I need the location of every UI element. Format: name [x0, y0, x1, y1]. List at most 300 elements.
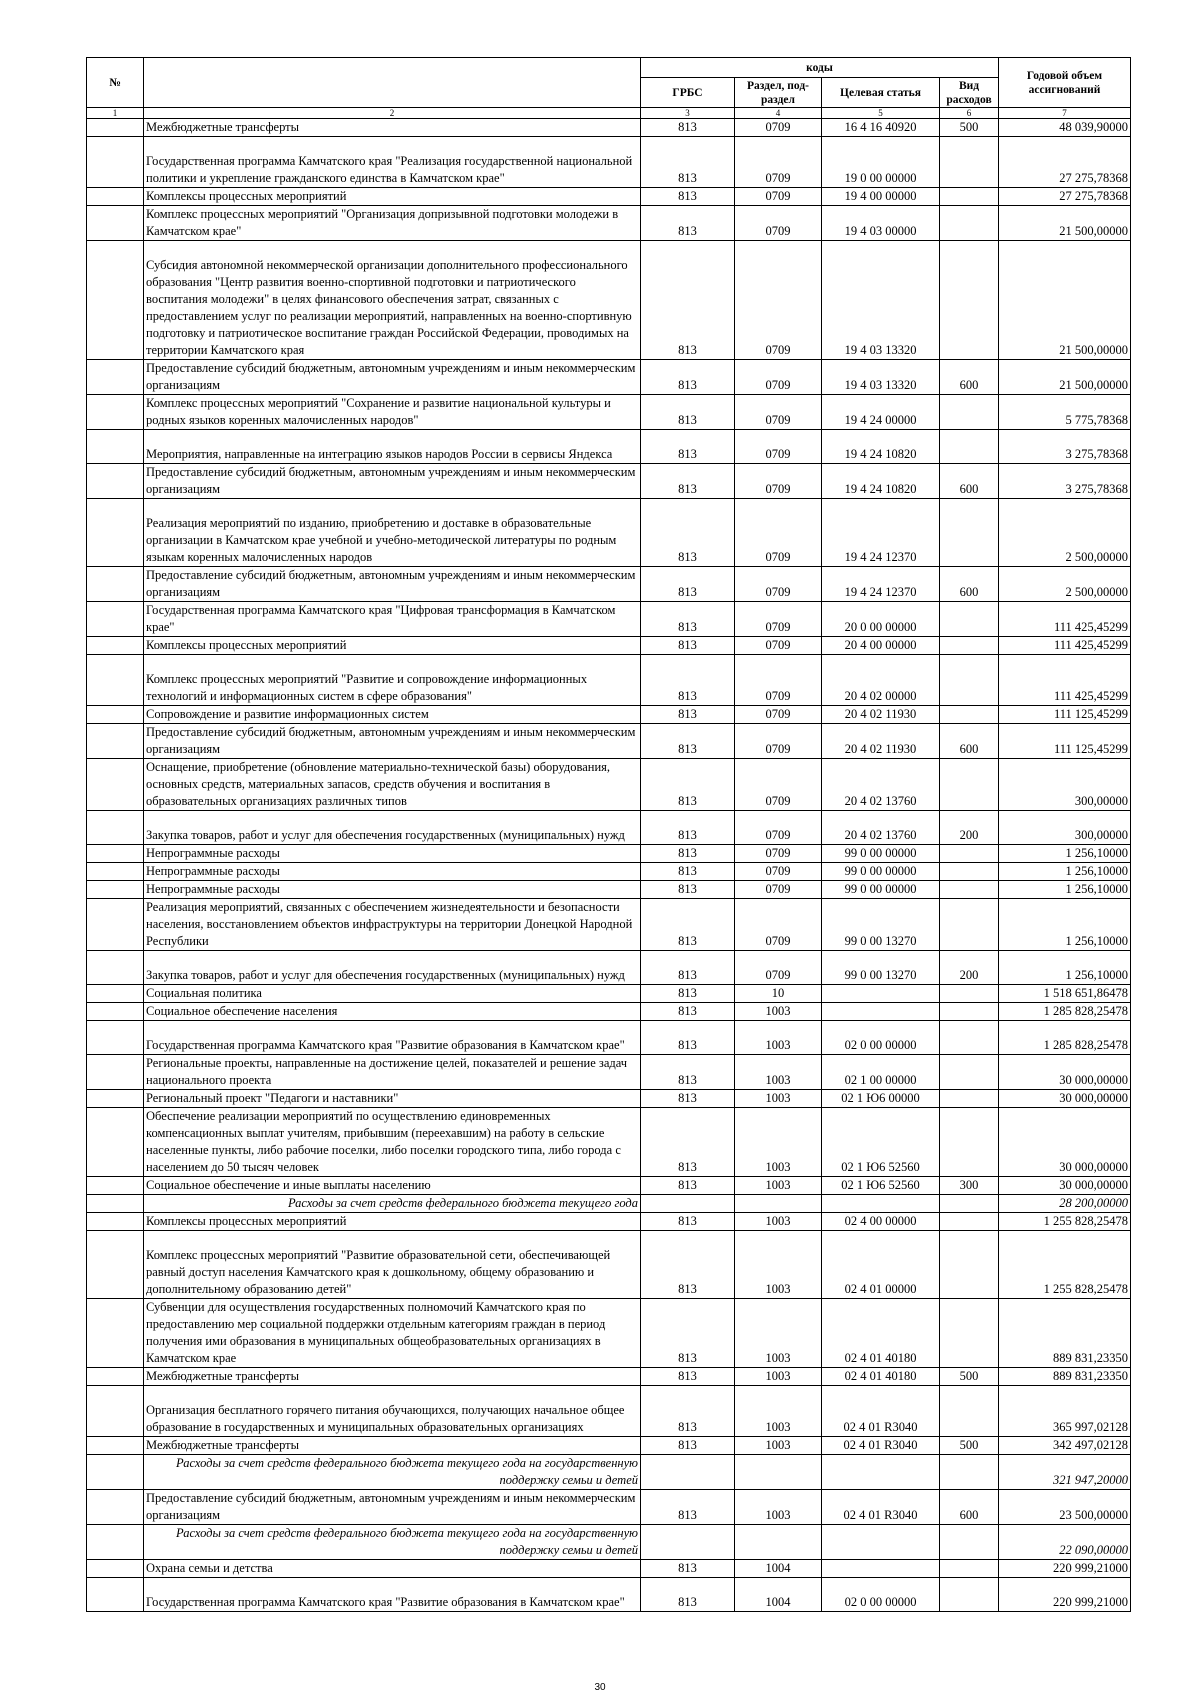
row-kind-cell [940, 1578, 999, 1612]
row-target-cell: 19 4 03 13320 [822, 241, 940, 360]
row-number-cell [87, 845, 144, 863]
row-amount-cell: 220 999,21000 [999, 1578, 1131, 1612]
row-number-cell [87, 1195, 144, 1213]
table-body [87, 119, 1131, 1612]
row-number-cell [87, 1021, 144, 1055]
row-amount-cell: 28 200,00000 [999, 1195, 1131, 1213]
row-kind-cell [940, 1386, 999, 1437]
table-row [87, 724, 1131, 759]
row-amount-cell: 111 125,45299 [999, 706, 1131, 724]
row-name-cell: Закупка товаров, работ и услуг для обеспечения государственных (муниципальных) нужд [144, 951, 641, 985]
row-grbs-cell: 813 [641, 863, 735, 881]
row-number-cell [87, 360, 144, 395]
row-kind-cell [940, 985, 999, 1003]
table-row [87, 845, 1131, 863]
row-kind-cell [940, 863, 999, 881]
row-kind-cell: 600 [940, 360, 999, 395]
table-row [87, 1299, 1131, 1368]
row-grbs-cell [641, 1455, 735, 1490]
row-grbs-cell: 813 [641, 1386, 735, 1437]
col-number: 5 [822, 108, 940, 119]
row-kind-cell [940, 137, 999, 188]
row-number-cell [87, 706, 144, 724]
row-name-cell: Мероприятия, направленные на интеграцию языков народов России в сервисы Яндекса [144, 430, 641, 464]
row-grbs-cell: 813 [641, 395, 735, 430]
row-name-cell: Комплексы процессных мероприятий [144, 637, 641, 655]
row-name-cell: Государственная программа Камчатского края "Реализация государственной национальной политики и укрепление гражданского единства в Камчатском крае" [144, 137, 641, 188]
row-amount-cell: 1 256,10000 [999, 845, 1131, 863]
row-number-cell [87, 119, 144, 137]
row-name-cell: Региональные проекты, направленные на достижение целей, показателей и решение задач национального проекта [144, 1055, 641, 1090]
row-number-cell [87, 567, 144, 602]
row-target-cell: 19 4 00 00000 [822, 188, 940, 206]
row-kind-cell [940, 206, 999, 241]
row-number-cell [87, 1368, 144, 1386]
row-section-cell: 1004 [735, 1560, 822, 1578]
row-amount-cell: 1 285 828,25478 [999, 1003, 1131, 1021]
row-number-cell [87, 1525, 144, 1560]
row-target-cell: 20 4 00 00000 [822, 637, 940, 655]
row-name-cell: Региональный проект "Педагоги и наставники" [144, 1090, 641, 1108]
row-target-cell: 20 4 02 13760 [822, 811, 940, 845]
row-name-cell: Государственная программа Камчатского края "Цифровая трансформация в Камчатском крае" [144, 602, 641, 637]
row-kind-cell [940, 899, 999, 951]
row-number-cell [87, 1578, 144, 1612]
row-number-cell [87, 1090, 144, 1108]
row-target-cell: 19 4 24 12370 [822, 499, 940, 567]
table-row [87, 1525, 1131, 1560]
row-target-cell [822, 1525, 940, 1560]
row-amount-cell: 365 997,02128 [999, 1386, 1131, 1437]
row-number-cell [87, 899, 144, 951]
table-row [87, 137, 1131, 188]
row-name-cell: Комплекс процессных мероприятий "Сохранение и развитие национальной культуры и родных языков коренных малочисленных народов" [144, 395, 641, 430]
row-target-cell: 19 4 03 13320 [822, 360, 940, 395]
row-amount-cell: 30 000,00000 [999, 1177, 1131, 1195]
row-name-cell: Обеспечение реализации мероприятий по осуществлению единовременных компенсационных выплат учителям, прибывшим (переехавшим) на работу в сельские населенные пункты, либо рабочие поселки, либо поселки городского типа, либо города с населением до 50 тысяч человек [144, 1108, 641, 1177]
row-grbs-cell: 813 [641, 499, 735, 567]
table-row [87, 863, 1131, 881]
row-grbs-cell: 813 [641, 1560, 735, 1578]
row-amount-cell: 1 255 828,25478 [999, 1231, 1131, 1299]
row-section-cell: 0709 [735, 863, 822, 881]
row-amount-cell: 321 947,20000 [999, 1455, 1131, 1490]
col-number: 1 [87, 108, 144, 119]
row-grbs-cell: 813 [641, 1108, 735, 1177]
row-section-cell [735, 1525, 822, 1560]
row-section-cell: 0709 [735, 206, 822, 241]
row-grbs-cell: 813 [641, 1177, 735, 1195]
row-amount-cell: 2 500,00000 [999, 499, 1131, 567]
budget-table [86, 57, 1131, 1612]
row-grbs-cell: 813 [641, 811, 735, 845]
page-number: 30 [594, 1682, 606, 1693]
row-target-cell: 02 1 Ю6 52560 [822, 1177, 940, 1195]
table-row [87, 1437, 1131, 1455]
row-amount-cell: 30 000,00000 [999, 1108, 1131, 1177]
row-section-cell: 0709 [735, 637, 822, 655]
row-section-cell: 0709 [735, 602, 822, 637]
row-section-cell: 1003 [735, 1231, 822, 1299]
row-name-cell: Комплексы процессных мероприятий [144, 188, 641, 206]
table-row [87, 464, 1131, 499]
row-name-cell: Комплекс процессных мероприятий "Организация допризывной подготовки молодежи в Камчатском крае" [144, 206, 641, 241]
row-target-cell: 99 0 00 00000 [822, 845, 940, 863]
row-grbs-cell: 813 [641, 206, 735, 241]
row-amount-cell: 3 275,78368 [999, 430, 1131, 464]
row-name-cell: Субсидия автономной некоммерческой организации дополнительного профессионального образования "Центр развития военно-спортивной подготовки и патриотического воспитания молодежи" в целях финансового обеспечения затрат, связанных с предоставлением услуг по реализации мероприятий, направленных на военно-спортивную подготовку и патриотическое воспитание граждан Российской Федерации, проводимых на территории Камчатского края [144, 241, 641, 360]
table-row [87, 1368, 1131, 1386]
row-target-cell: 02 1 Ю6 00000 [822, 1090, 940, 1108]
row-kind-cell [940, 1231, 999, 1299]
row-section-cell: 0709 [735, 706, 822, 724]
row-target-cell [822, 985, 940, 1003]
row-kind-cell [940, 1560, 999, 1578]
row-target-cell: 02 1 Ю6 52560 [822, 1108, 940, 1177]
row-target-cell: 19 4 24 10820 [822, 464, 940, 499]
table-row [87, 1386, 1131, 1437]
row-target-cell: 20 4 02 13760 [822, 759, 940, 811]
row-name-cell: Реализация мероприятий, связанных с обеспечением жизнедеятельности и безопасности населения, восстановлением объектов инфраструктуры на территории Донецкой Народной Республики [144, 899, 641, 951]
row-kind-cell [940, 1525, 999, 1560]
row-name-cell: Субвенции для осуществления государственных полномочий Камчатского края по предоставлению мер социальной поддержки отдельным категориям граждан в период получения ими образования в муниципальных общеобразовательных организациях в Камчатском крае [144, 1299, 641, 1368]
row-section-cell: 1003 [735, 1055, 822, 1090]
row-grbs-cell [641, 1525, 735, 1560]
row-number-cell [87, 985, 144, 1003]
row-grbs-cell: 813 [641, 430, 735, 464]
row-grbs-cell: 813 [641, 655, 735, 706]
row-section-cell: 1003 [735, 1108, 822, 1177]
row-amount-cell: 889 831,23350 [999, 1368, 1131, 1386]
row-kind-cell: 200 [940, 951, 999, 985]
row-number-cell [87, 499, 144, 567]
header-target: Целевая статья [822, 78, 940, 108]
row-amount-cell: 2 500,00000 [999, 567, 1131, 602]
table-row [87, 1213, 1131, 1231]
table-row [87, 395, 1131, 430]
row-section-cell: 0709 [735, 430, 822, 464]
row-name-cell: Непрограммные расходы [144, 881, 641, 899]
row-grbs-cell: 813 [641, 881, 735, 899]
row-name-cell: Предоставление субсидий бюджетным, автономным учреждениям и иным некоммерческим организациям [144, 1490, 641, 1525]
row-grbs-cell: 813 [641, 137, 735, 188]
row-target-cell: 99 0 00 13270 [822, 899, 940, 951]
table-row [87, 899, 1131, 951]
row-target-cell: 99 0 00 00000 [822, 881, 940, 899]
row-amount-cell: 111 425,45299 [999, 655, 1131, 706]
table-row [87, 985, 1131, 1003]
row-grbs-cell: 813 [641, 1055, 735, 1090]
row-amount-cell: 27 275,78368 [999, 137, 1131, 188]
table-row [87, 188, 1131, 206]
row-number-cell [87, 1003, 144, 1021]
row-grbs-cell: 813 [641, 360, 735, 395]
row-grbs-cell: 813 [641, 1490, 735, 1525]
row-number-cell [87, 881, 144, 899]
row-target-cell: 99 0 00 13270 [822, 951, 940, 985]
row-number-cell [87, 1213, 144, 1231]
row-kind-cell [940, 759, 999, 811]
row-target-cell: 99 0 00 00000 [822, 863, 940, 881]
row-name-cell: Расходы за счет средств федерального бюджета текущего года на государственную поддержку семьи и детей [144, 1455, 641, 1490]
row-amount-cell: 1 285 828,25478 [999, 1021, 1131, 1055]
row-number-cell [87, 1177, 144, 1195]
row-number-cell [87, 430, 144, 464]
row-kind-cell: 200 [940, 811, 999, 845]
row-amount-cell: 1 256,10000 [999, 951, 1131, 985]
table-row [87, 1455, 1131, 1490]
row-name-cell: Предоставление субсидий бюджетным, автономным учреждениям и иным некоммерческим организациям [144, 567, 641, 602]
row-kind-cell: 600 [940, 567, 999, 602]
row-grbs-cell: 813 [641, 985, 735, 1003]
row-amount-cell: 1 518 651,86478 [999, 985, 1131, 1003]
row-amount-cell: 22 090,00000 [999, 1525, 1131, 1560]
row-number-cell [87, 724, 144, 759]
row-target-cell: 19 4 03 00000 [822, 206, 940, 241]
table-row [87, 1055, 1131, 1090]
table-row [87, 360, 1131, 395]
row-section-cell: 0709 [735, 567, 822, 602]
row-number-cell [87, 602, 144, 637]
row-amount-cell: 3 275,78368 [999, 464, 1131, 499]
table-row [87, 811, 1131, 845]
row-kind-cell [940, 1455, 999, 1490]
row-section-cell: 0709 [735, 499, 822, 567]
table-row [87, 1578, 1131, 1612]
row-amount-cell: 111 425,45299 [999, 602, 1131, 637]
row-kind-cell: 600 [940, 1490, 999, 1525]
row-number-cell [87, 637, 144, 655]
row-section-cell: 1003 [735, 1368, 822, 1386]
row-name-cell: Предоставление субсидий бюджетным, автономным учреждениям и иным некоммерческим организациям [144, 464, 641, 499]
header-section: Раздел, под-раздел [735, 78, 822, 108]
row-grbs-cell: 813 [641, 1213, 735, 1231]
row-section-cell: 0709 [735, 845, 822, 863]
row-amount-cell: 111 125,45299 [999, 724, 1131, 759]
row-grbs-cell: 813 [641, 1437, 735, 1455]
row-grbs-cell: 813 [641, 706, 735, 724]
row-name-cell: Межбюджетные трансферты [144, 119, 641, 137]
row-amount-cell: 300,00000 [999, 759, 1131, 811]
row-target-cell: 02 4 01 R3040 [822, 1386, 940, 1437]
header-name [144, 58, 641, 108]
row-section-cell: 0709 [735, 241, 822, 360]
table-row [87, 655, 1131, 706]
row-kind-cell [940, 1213, 999, 1231]
table-row [87, 1560, 1131, 1578]
row-name-cell: Непрограммные расходы [144, 845, 641, 863]
row-kind-cell [940, 1195, 999, 1213]
row-section-cell: 0709 [735, 881, 822, 899]
row-name-cell: Предоставление субсидий бюджетным, автономным учреждениям и иным некоммерческим организациям [144, 724, 641, 759]
row-number-cell [87, 1490, 144, 1525]
row-amount-cell: 111 425,45299 [999, 637, 1131, 655]
row-grbs-cell [641, 1195, 735, 1213]
row-number-cell [87, 241, 144, 360]
row-number-cell [87, 1231, 144, 1299]
row-kind-cell: 500 [940, 1437, 999, 1455]
table-row [87, 430, 1131, 464]
row-name-cell: Межбюджетные трансферты [144, 1437, 641, 1455]
row-name-cell: Комплексы процессных мероприятий [144, 1213, 641, 1231]
row-amount-cell: 1 256,10000 [999, 899, 1131, 951]
row-kind-cell [940, 637, 999, 655]
row-grbs-cell: 813 [641, 1299, 735, 1368]
table-row [87, 567, 1131, 602]
row-kind-cell: 300 [940, 1177, 999, 1195]
row-amount-cell: 220 999,21000 [999, 1560, 1131, 1578]
row-target-cell: 02 0 00 00000 [822, 1578, 940, 1612]
table-row [87, 206, 1131, 241]
row-amount-cell: 342 497,02128 [999, 1437, 1131, 1455]
row-kind-cell: 500 [940, 119, 999, 137]
row-target-cell: 19 4 24 10820 [822, 430, 940, 464]
table-row [87, 1003, 1131, 1021]
row-target-cell: 20 4 02 11930 [822, 706, 940, 724]
row-target-cell: 02 4 01 R3040 [822, 1490, 940, 1525]
table-row [87, 1090, 1131, 1108]
table-row [87, 241, 1131, 360]
row-number-cell [87, 1386, 144, 1437]
row-target-cell: 02 0 00 00000 [822, 1021, 940, 1055]
row-target-cell: 19 4 24 12370 [822, 567, 940, 602]
row-kind-cell [940, 845, 999, 863]
row-grbs-cell: 813 [641, 1578, 735, 1612]
row-name-cell: Непрограммные расходы [144, 863, 641, 881]
table-row [87, 602, 1131, 637]
row-amount-cell: 30 000,00000 [999, 1055, 1131, 1090]
row-section-cell: 0709 [735, 759, 822, 811]
row-name-cell: Расходы за счет средств федерального бюджета текущего года [144, 1195, 641, 1213]
row-grbs-cell: 813 [641, 1231, 735, 1299]
row-kind-cell [940, 395, 999, 430]
row-number-cell [87, 395, 144, 430]
row-target-cell [822, 1455, 940, 1490]
row-section-cell: 1003 [735, 1437, 822, 1455]
row-amount-cell: 1 256,10000 [999, 863, 1131, 881]
row-amount-cell: 1 256,10000 [999, 881, 1131, 899]
row-section-cell: 0709 [735, 464, 822, 499]
row-name-cell: Социальное обеспечение и иные выплаты населению [144, 1177, 641, 1195]
row-section-cell: 0709 [735, 811, 822, 845]
row-name-cell: Социальное обеспечение населения [144, 1003, 641, 1021]
row-kind-cell [940, 1003, 999, 1021]
row-kind-cell: 600 [940, 464, 999, 499]
row-section-cell [735, 1455, 822, 1490]
row-number-cell [87, 464, 144, 499]
row-kind-cell [940, 1055, 999, 1090]
row-section-cell: 1003 [735, 1213, 822, 1231]
header-grbs: ГРБС [641, 78, 735, 108]
row-target-cell [822, 1003, 940, 1021]
row-kind-cell [940, 1108, 999, 1177]
row-target-cell: 02 4 01 40180 [822, 1368, 940, 1386]
row-grbs-cell: 813 [641, 602, 735, 637]
row-kind-cell [940, 1090, 999, 1108]
col-number: 7 [999, 108, 1131, 119]
row-name-cell: Предоставление субсидий бюджетным, автономным учреждениям и иным некоммерческим организациям [144, 360, 641, 395]
row-section-cell [735, 1195, 822, 1213]
col-number: 4 [735, 108, 822, 119]
row-grbs-cell: 813 [641, 759, 735, 811]
row-grbs-cell: 813 [641, 1021, 735, 1055]
row-target-cell: 20 0 00 00000 [822, 602, 940, 637]
table-row [87, 1177, 1131, 1195]
row-section-cell: 1003 [735, 1177, 822, 1195]
row-target-cell [822, 1560, 940, 1578]
row-section-cell: 1003 [735, 1386, 822, 1437]
row-name-cell: Охрана семьи и детства [144, 1560, 641, 1578]
header-amount: Годовой объем ассигнований [999, 58, 1131, 108]
row-name-cell: Государственная программа Камчатского края "Развитие образования в Камчатском крае" [144, 1021, 641, 1055]
row-section-cell: 0709 [735, 119, 822, 137]
row-number-cell [87, 1299, 144, 1368]
row-name-cell: Комплекс процессных мероприятий "Развитие образовательной сети, обеспечивающей равный доступ населения Камчатского края к дошкольному, общему образованию и дополнительному образованию детей" [144, 1231, 641, 1299]
row-kind-cell [940, 188, 999, 206]
row-target-cell: 19 0 00 00000 [822, 137, 940, 188]
table-row [87, 881, 1131, 899]
row-section-cell: 1004 [735, 1578, 822, 1612]
row-grbs-cell: 813 [641, 567, 735, 602]
row-number-cell [87, 206, 144, 241]
row-target-cell: 02 4 00 00000 [822, 1213, 940, 1231]
header-num: № [87, 58, 144, 108]
row-section-cell: 0709 [735, 951, 822, 985]
row-number-cell [87, 863, 144, 881]
row-name-cell: Сопровождение и развитие информационных систем [144, 706, 641, 724]
table-row [87, 1490, 1131, 1525]
row-amount-cell: 5 775,78368 [999, 395, 1131, 430]
row-number-cell [87, 1055, 144, 1090]
row-number-cell [87, 188, 144, 206]
row-amount-cell: 48 039,90000 [999, 119, 1131, 137]
row-name-cell: Оснащение, приобретение (обновление материально-технической базы) оборудования, основных средств, материальных запасов, средств обучения и воспитания в образовательных организациях различных типов [144, 759, 641, 811]
row-amount-cell: 27 275,78368 [999, 188, 1131, 206]
col-number: 6 [940, 108, 999, 119]
row-target-cell: 19 4 24 00000 [822, 395, 940, 430]
row-number-cell [87, 951, 144, 985]
row-grbs-cell: 813 [641, 951, 735, 985]
row-amount-cell: 21 500,00000 [999, 241, 1131, 360]
table-row [87, 637, 1131, 655]
row-grbs-cell: 813 [641, 1090, 735, 1108]
row-kind-cell [940, 881, 999, 899]
row-section-cell: 0709 [735, 188, 822, 206]
row-section-cell: 10 [735, 985, 822, 1003]
row-grbs-cell: 813 [641, 464, 735, 499]
row-amount-cell: 21 500,00000 [999, 206, 1131, 241]
row-kind-cell [940, 706, 999, 724]
row-section-cell: 1003 [735, 1490, 822, 1525]
row-target-cell: 02 1 00 00000 [822, 1055, 940, 1090]
row-number-cell [87, 1560, 144, 1578]
row-kind-cell [940, 602, 999, 637]
row-section-cell: 1003 [735, 1003, 822, 1021]
row-grbs-cell: 813 [641, 188, 735, 206]
row-name-cell: Межбюджетные трансферты [144, 1368, 641, 1386]
row-section-cell: 1003 [735, 1090, 822, 1108]
row-amount-cell: 30 000,00000 [999, 1090, 1131, 1108]
row-amount-cell: 1 255 828,25478 [999, 1213, 1131, 1231]
row-amount-cell: 23 500,00000 [999, 1490, 1131, 1525]
row-section-cell: 0709 [735, 395, 822, 430]
table-row [87, 499, 1131, 567]
table-row [87, 759, 1131, 811]
row-number-cell [87, 759, 144, 811]
row-number-cell [87, 655, 144, 706]
row-name-cell: Реализация мероприятий по изданию, приобретению и доставке в образовательные организации в Камчатском крае учебной и учебно-методической литературы по родным языкам коренных малочисленных народов [144, 499, 641, 567]
row-section-cell: 0709 [735, 655, 822, 706]
